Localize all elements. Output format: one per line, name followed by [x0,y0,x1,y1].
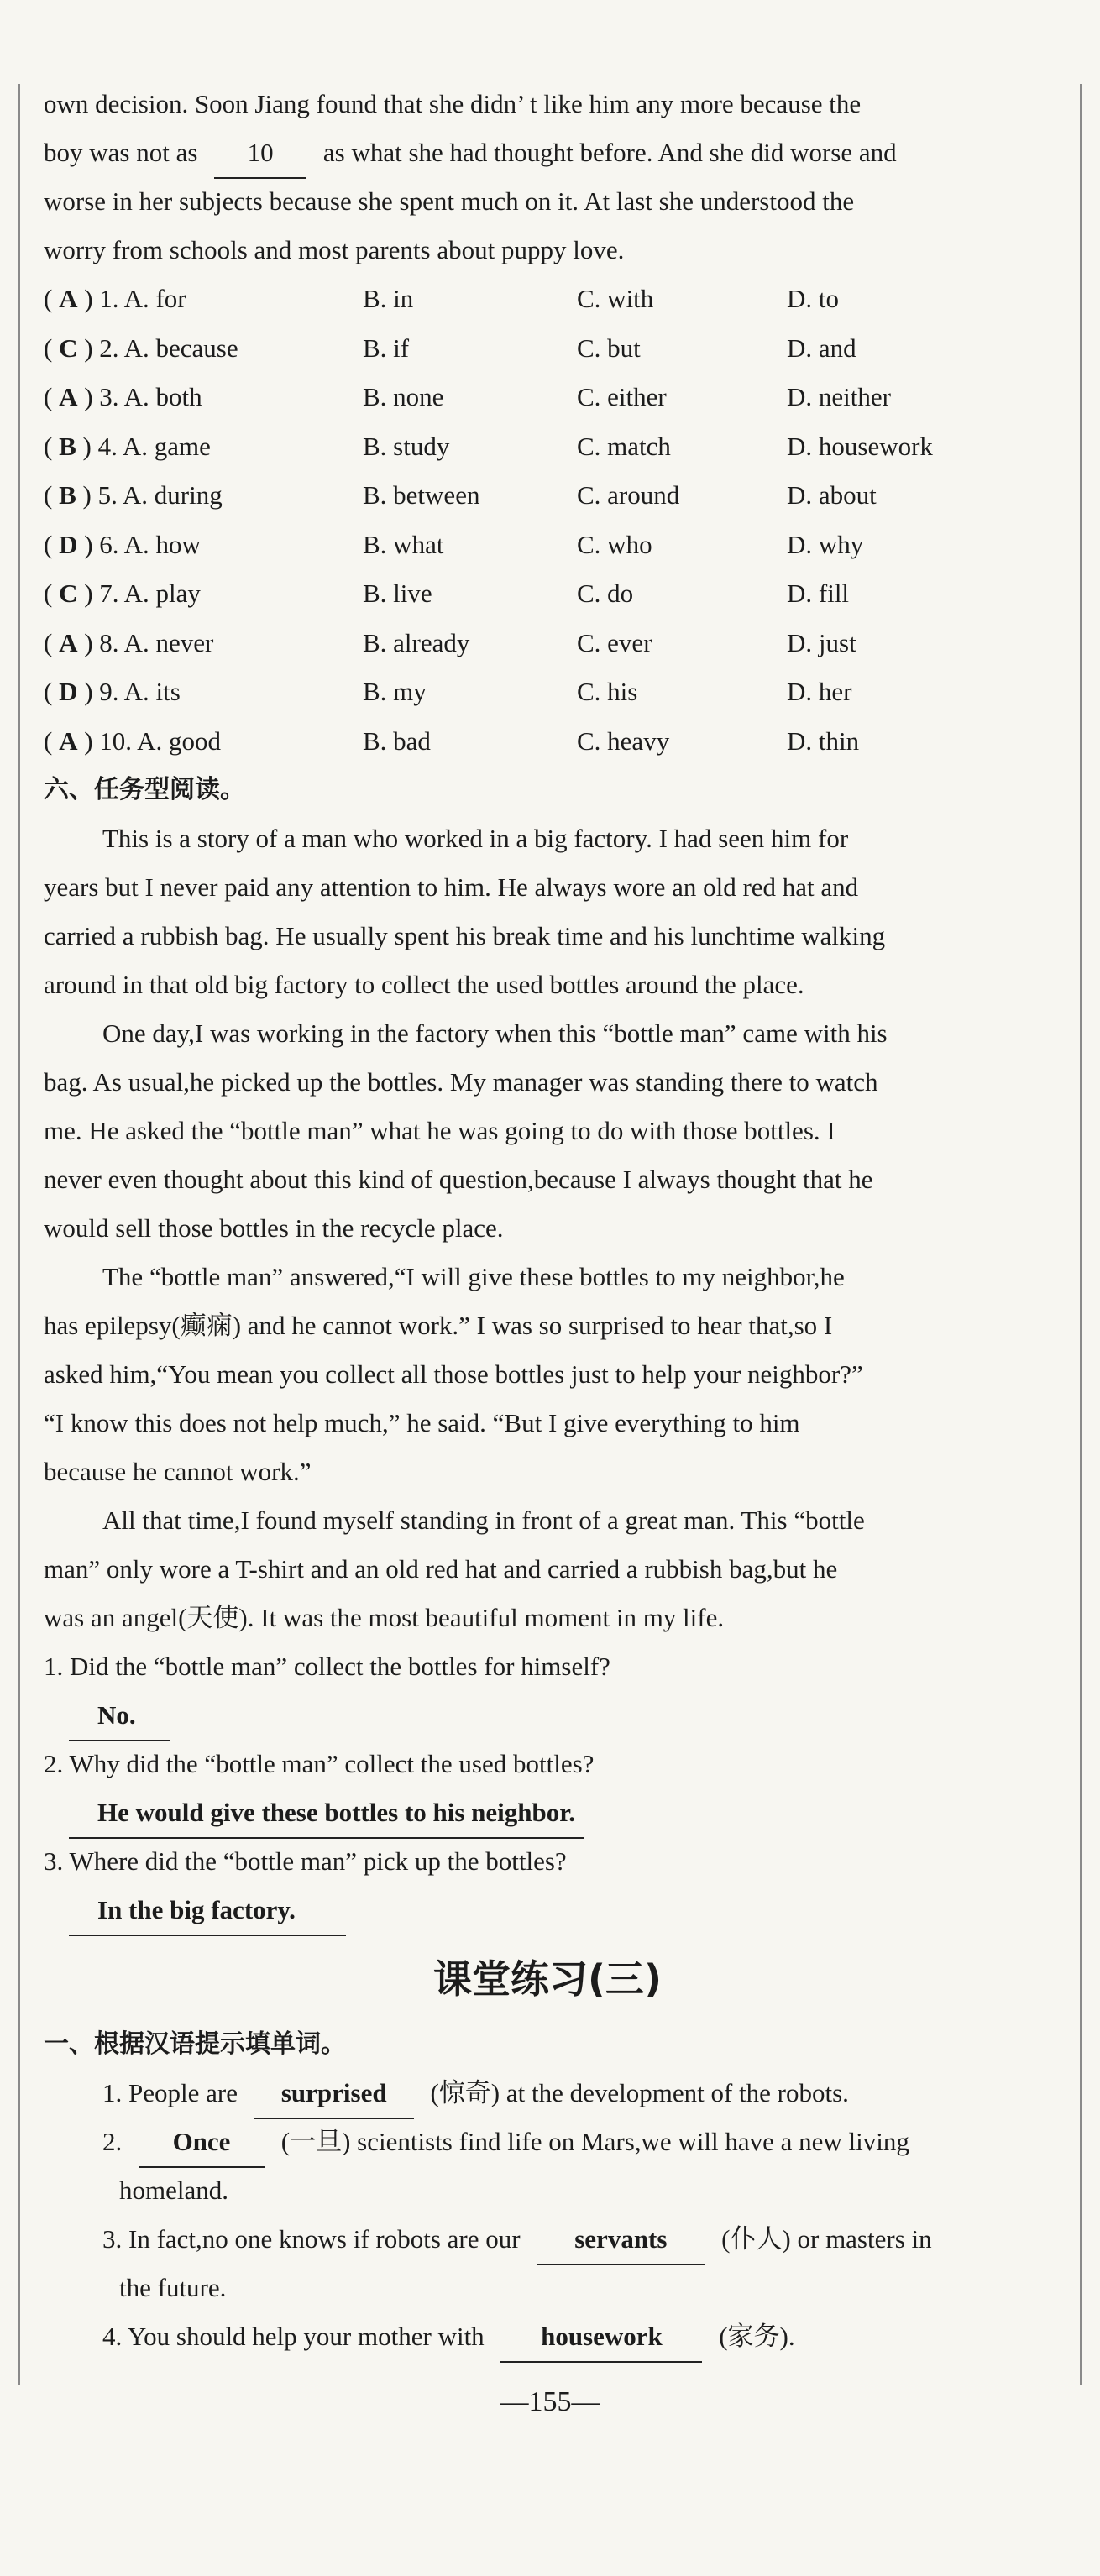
choice-answer: C [59,332,78,363]
option-d: D. about [787,480,877,510]
option-c: C. his [577,677,638,706]
question-number: 10. [99,725,133,756]
passage-line: has epilepsy(癫痫) and he cannot work.” I was so surprised to hear that,so I [44,1311,833,1340]
passage-line: around in that old big factory to collect the used bottles around the place. [44,970,804,999]
choice-answer: A [59,725,78,756]
option-a: A. both [123,382,202,411]
page-number: —155— [500,2386,600,2417]
option-a: A. for [123,284,186,313]
question-number: 1. [99,284,119,313]
passage-line: bag. As usual,he picked up the bottles. My manager was standing there to watch [44,1067,878,1097]
text-fragment: 3. In fact,no one knows if robots are our [102,2224,521,2254]
question-number: 8. [99,627,119,657]
section-six-title: 六、任务型阅读。 [44,775,245,804]
exercise-heading: 课堂练习(三) [432,1956,663,2002]
fill-in-list [44,2069,1051,2361]
question-number: 4. [97,431,118,461]
paragraph-line: worry from schools and most parents about puppy love. [44,235,625,264]
choice-row [44,324,1051,374]
option-d: D. why [787,529,864,559]
passage-line: One day,I was working in the factory when this “bottle man” came with his [102,1018,888,1048]
option-b: B. in [363,284,414,313]
option-b: B. between [363,480,480,510]
option-a: A. during [122,480,223,510]
choice-answer-cell: ( A ) 3. A. both [44,382,202,411]
choice-row [44,373,1051,422]
question-list [44,1642,1051,1935]
option-b: B. if [363,332,410,363]
fill-item-2 [44,2118,1051,2166]
option-d: D. and [787,332,856,363]
answer-text: In the big factory. [69,1886,346,1936]
option-a: A. because [123,332,238,363]
passage-line: All that time,I found myself standing in front of a great man. This “bottle [102,1505,865,1535]
question-number: 6. [99,529,119,559]
option-d: D. her [787,677,852,706]
answer-line [44,1691,1051,1740]
passage-line: This is a story of a man who worked in a big factory. I had seen him for [102,824,849,853]
option-b: B. what [363,529,444,559]
choice-row [44,619,1051,668]
option-c: C. ever [577,627,652,657]
question-number: 3. [99,382,119,411]
choice-answer: D [59,677,78,706]
option-a: A. good [137,725,221,756]
choice-answer-cell: ( A ) 1. A. for [44,284,186,313]
passage-line: man” only wore a T-shirt and an old red hat and carried a rubbish bag,but he [44,1554,838,1584]
answer-line [44,1886,1051,1935]
answer-line [44,1788,1051,1837]
passage-line: would sell those bottles in the recycle place. [44,1213,504,1243]
page-content [44,80,1051,2361]
answer-blank: housework [500,2312,702,2363]
question-text: 3. Where did the “bottle man” pick up the bottles? [44,1846,567,1876]
option-d: D. to [787,284,839,313]
option-b: B. none [363,382,444,411]
choice-answer: B [59,480,76,510]
top-paragraph [44,80,1051,275]
fill-item-2-cont: homeland. [119,2175,228,2205]
paragraph-line: own decision. Soon Jiang found that she didn’ t like him any more because the [44,89,862,118]
option-d: D. housework [787,431,933,461]
option-b: B. bad [363,725,431,756]
fill-item-1 [44,2069,1051,2118]
choice-answer-cell: ( D ) 9. A. its [44,677,181,706]
fill-item-4 [44,2312,1051,2361]
option-d: D. just [787,627,856,657]
passage-line: never even thought about this kind of question,because I always thought that he [44,1165,873,1194]
question-text: 2. Why did the “bottle man” collect the used bottles? [44,1749,595,1778]
option-b: B. study [363,431,450,461]
text-fragment: (惊奇) at the development of the robots. [430,2078,849,2107]
text-fragment: as what she had thought before. And she did worse and [322,138,897,167]
choice-row [44,521,1051,570]
passage-line: carried a rubbish bag. He usually spent his break time and his lunchtime walking [44,921,886,950]
option-d: D. fill [787,579,850,608]
left-border-rule [18,84,20,2385]
option-c: C. do [577,579,634,608]
choice-answer-cell: ( B ) 4. A. game [44,431,211,461]
option-a: A. never [123,627,214,657]
fill-item-3 [44,2215,1051,2264]
option-c: C. match [577,431,671,461]
option-c: C. with [577,284,654,313]
text-fragment: (家务). [719,2322,795,2351]
choice-answer: B [59,431,76,461]
passage-line: because he cannot work.” [44,1457,312,1486]
choice-row [44,717,1051,767]
option-b: B. already [363,627,470,657]
choice-answer-cell: ( A ) 10. A. good [44,725,221,756]
choice-row [44,471,1051,521]
text-fragment: (一旦) scientists find life on Mars,we will have a new living [280,2127,909,2156]
choice-answer-cell: ( A ) 8. A. never [44,627,214,657]
paragraph-line: worse in her subjects because she spent much on it. At last she understood the [44,186,855,216]
option-b: B. live [363,579,432,608]
question-number: 9. [99,677,119,706]
option-c: C. but [577,332,641,363]
passage-line: was an angel(天使). It was the most beautiful moment in my life. [44,1603,725,1632]
text-fragment: 4. You should help your mother with [102,2322,485,2351]
choice-answer: A [59,284,78,313]
choice-answer-cell: ( C ) 2. A. because [44,332,238,363]
option-a: A. how [123,529,201,559]
option-c: C. heavy [577,725,670,756]
passage-line: asked him,“You mean you collect all those bottles just to help your neighbor?” [44,1359,863,1389]
section-one-title: 一、根据汉语提示填单词。 [44,2029,346,2059]
answer-text: No. [69,1691,170,1741]
choice-row [44,668,1051,717]
answer-blank-10: 10 [214,128,306,179]
option-b: B. my [363,677,427,706]
passage-line: me. He asked the “bottle man” what he was going to do with those bottles. I [44,1116,835,1145]
text-fragment: 1. People are [102,2078,238,2107]
option-c: C. who [577,529,652,559]
choice-row [44,275,1051,324]
choice-answer: D [59,529,78,559]
choice-answer-cell: ( C ) 7. A. play [44,579,201,608]
passage-line: “I know this does not help much,” he said. “But I give everything to him [44,1408,800,1437]
question-number: 5. [97,480,118,510]
right-border-rule [1080,84,1082,2385]
option-a: A. game [122,431,211,461]
option-a: A. its [123,677,181,706]
fill-item-3-cont: the future. [119,2273,227,2302]
text-fragment: (仆人) or masters in [721,2224,932,2254]
option-c: C. around [577,480,680,510]
text-fragment: boy was not as [44,138,198,167]
choice-row [44,569,1051,619]
choice-row [44,422,1051,472]
question-text: 1. Did the “bottle man” collect the bottles for himself? [44,1652,610,1681]
reading-passage [44,814,1051,1642]
question-number: 7. [99,579,119,608]
answer-blank: surprised [254,2069,414,2119]
choice-answer-cell: ( B ) 5. A. during [44,480,223,510]
choice-answer: A [59,382,78,411]
option-a: A. play [123,579,201,608]
question-number: 2. [99,332,119,363]
choice-answer: C [59,579,78,608]
text-fragment: 2. [102,2127,123,2156]
answer-text: He would give these bottles to his neighbor. [69,1788,584,1839]
choice-answer: A [59,627,78,657]
choice-table [44,275,1051,766]
answer-blank: Once [139,2118,265,2168]
choice-answer-cell: ( D ) 6. A. how [44,529,201,559]
answer-blank: servants [537,2215,705,2265]
passage-line: years but I never paid any attention to him. He always wore an old red hat and [44,872,859,902]
option-d: D. neither [787,382,891,411]
passage-line: The “bottle man” answered,“I will give these bottles to my neighbor,he [102,1262,845,1291]
option-c: C. either [577,382,667,411]
paragraph-line [44,128,1051,177]
option-d: D. thin [787,725,860,756]
